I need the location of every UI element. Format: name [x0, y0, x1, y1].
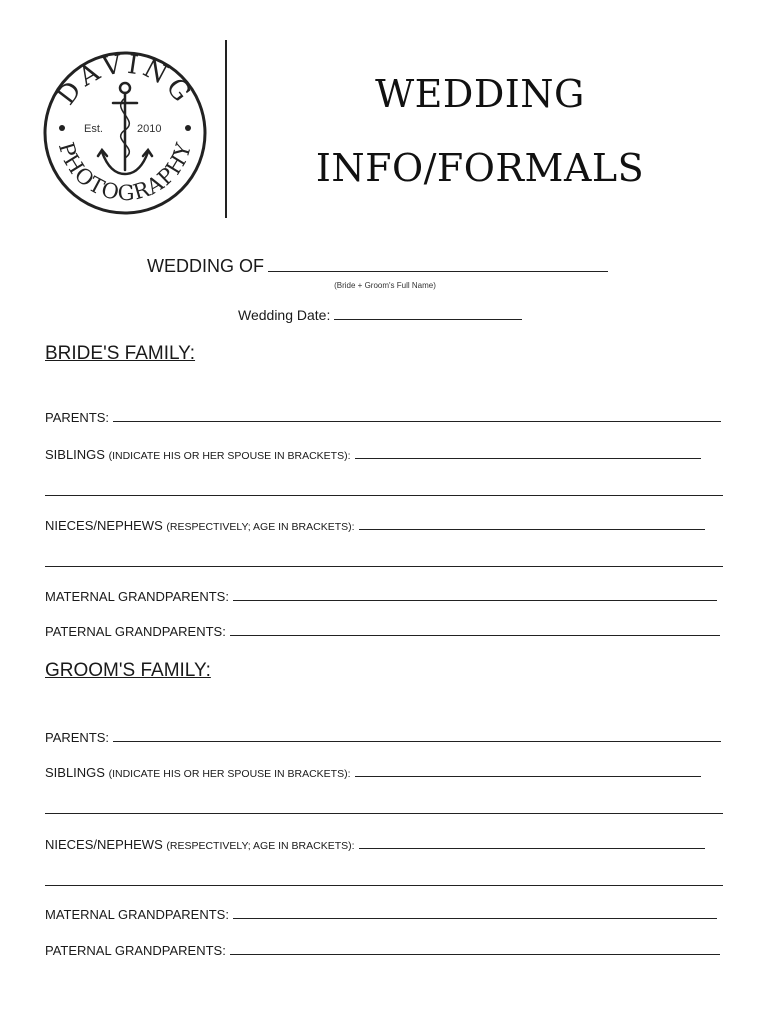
bride-parents-field[interactable]	[45, 409, 721, 425]
logo-est-year: 2010	[137, 123, 162, 135]
groom-nieces-field[interactable]	[45, 836, 705, 852]
brides-family-heading: BRIDE'S FAMILY:	[45, 343, 196, 364]
bride-nieces-extra-line[interactable]	[45, 566, 723, 567]
wedding-of-field[interactable]	[147, 255, 608, 277]
groom-maternal-label: MATERNAL GRANDPARENTS:	[45, 907, 229, 922]
groom-siblings-extra-line[interactable]	[45, 813, 723, 814]
bride-siblings-extra-line[interactable]	[45, 495, 723, 496]
bride-nieces-label: NIECES/NEPHEWS	[45, 518, 163, 533]
groom-nieces-label: NIECES/NEPHEWS	[45, 837, 163, 852]
header-divider	[225, 40, 227, 218]
groom-maternal-field[interactable]	[45, 906, 717, 922]
bride-siblings-note: (INDICATE HIS OR HER SPOUSE IN BRACKETS):	[108, 450, 351, 462]
bride-maternal-blank[interactable]	[233, 588, 717, 601]
groom-nieces-blank[interactable]	[359, 836, 705, 849]
grooms-family-heading: GROOM'S FAMILY:	[45, 660, 211, 681]
groom-siblings-note: (INDICATE HIS OR HER SPOUSE IN BRACKETS):	[108, 768, 351, 780]
bride-siblings-label: SIBLINGS	[45, 447, 105, 462]
bride-maternal-field[interactable]	[45, 588, 717, 604]
logo-est-label: Est.	[84, 123, 103, 135]
groom-siblings-label: SIBLINGS	[45, 765, 105, 780]
bride-nieces-blank[interactable]	[359, 517, 705, 530]
bride-parents-label: PARENTS:	[45, 410, 110, 425]
page-title-line1: WEDDING	[375, 72, 585, 116]
groom-parents-label: PARENTS:	[45, 730, 110, 745]
bride-nieces-field[interactable]	[45, 517, 705, 533]
groom-paternal-label: PATERNAL GRANDPARENTS:	[45, 943, 226, 958]
groom-maternal-blank[interactable]	[233, 906, 717, 919]
bride-siblings-blank[interactable]	[355, 446, 701, 459]
bride-siblings-field[interactable]	[45, 446, 701, 462]
wedding-of-blank[interactable]	[268, 255, 608, 272]
bride-paternal-field[interactable]	[45, 623, 720, 639]
bride-maternal-label: MATERNAL GRANDPARENTS:	[45, 589, 229, 604]
logo-arc-top: DAVING	[51, 49, 199, 111]
wedding-date-label: Wedding Date:	[238, 307, 331, 323]
groom-nieces-extra-line[interactable]	[45, 885, 723, 886]
groom-siblings-blank[interactable]	[355, 764, 701, 777]
logo-arc-bottom: PHOTOGRAPHY	[53, 139, 197, 206]
groom-paternal-blank[interactable]	[230, 942, 720, 955]
wedding-of-label: WEDDING OF	[147, 256, 264, 276]
groom-parents-field[interactable]	[45, 729, 721, 745]
daving-photography-logo	[40, 48, 210, 218]
bride-paternal-label: PATERNAL GRANDPARENTS:	[45, 624, 226, 639]
wedding-date-blank[interactable]	[334, 307, 522, 320]
page-title-line2: INFO/FORMALS	[315, 146, 645, 190]
bride-parents-blank[interactable]	[113, 409, 721, 422]
bride-nieces-note: (RESPECTIVELY; AGE IN BRACKETS):	[166, 521, 355, 533]
groom-siblings-field[interactable]	[45, 764, 701, 780]
wedding-date-field[interactable]	[238, 307, 522, 323]
groom-nieces-note: (RESPECTIVELY; AGE IN BRACKETS):	[166, 840, 355, 852]
bride-paternal-blank[interactable]	[230, 623, 720, 636]
groom-paternal-field[interactable]	[45, 942, 720, 958]
wedding-of-sublabel: (Bride + Groom's Full Name)	[334, 281, 436, 290]
groom-parents-blank[interactable]	[113, 729, 721, 742]
